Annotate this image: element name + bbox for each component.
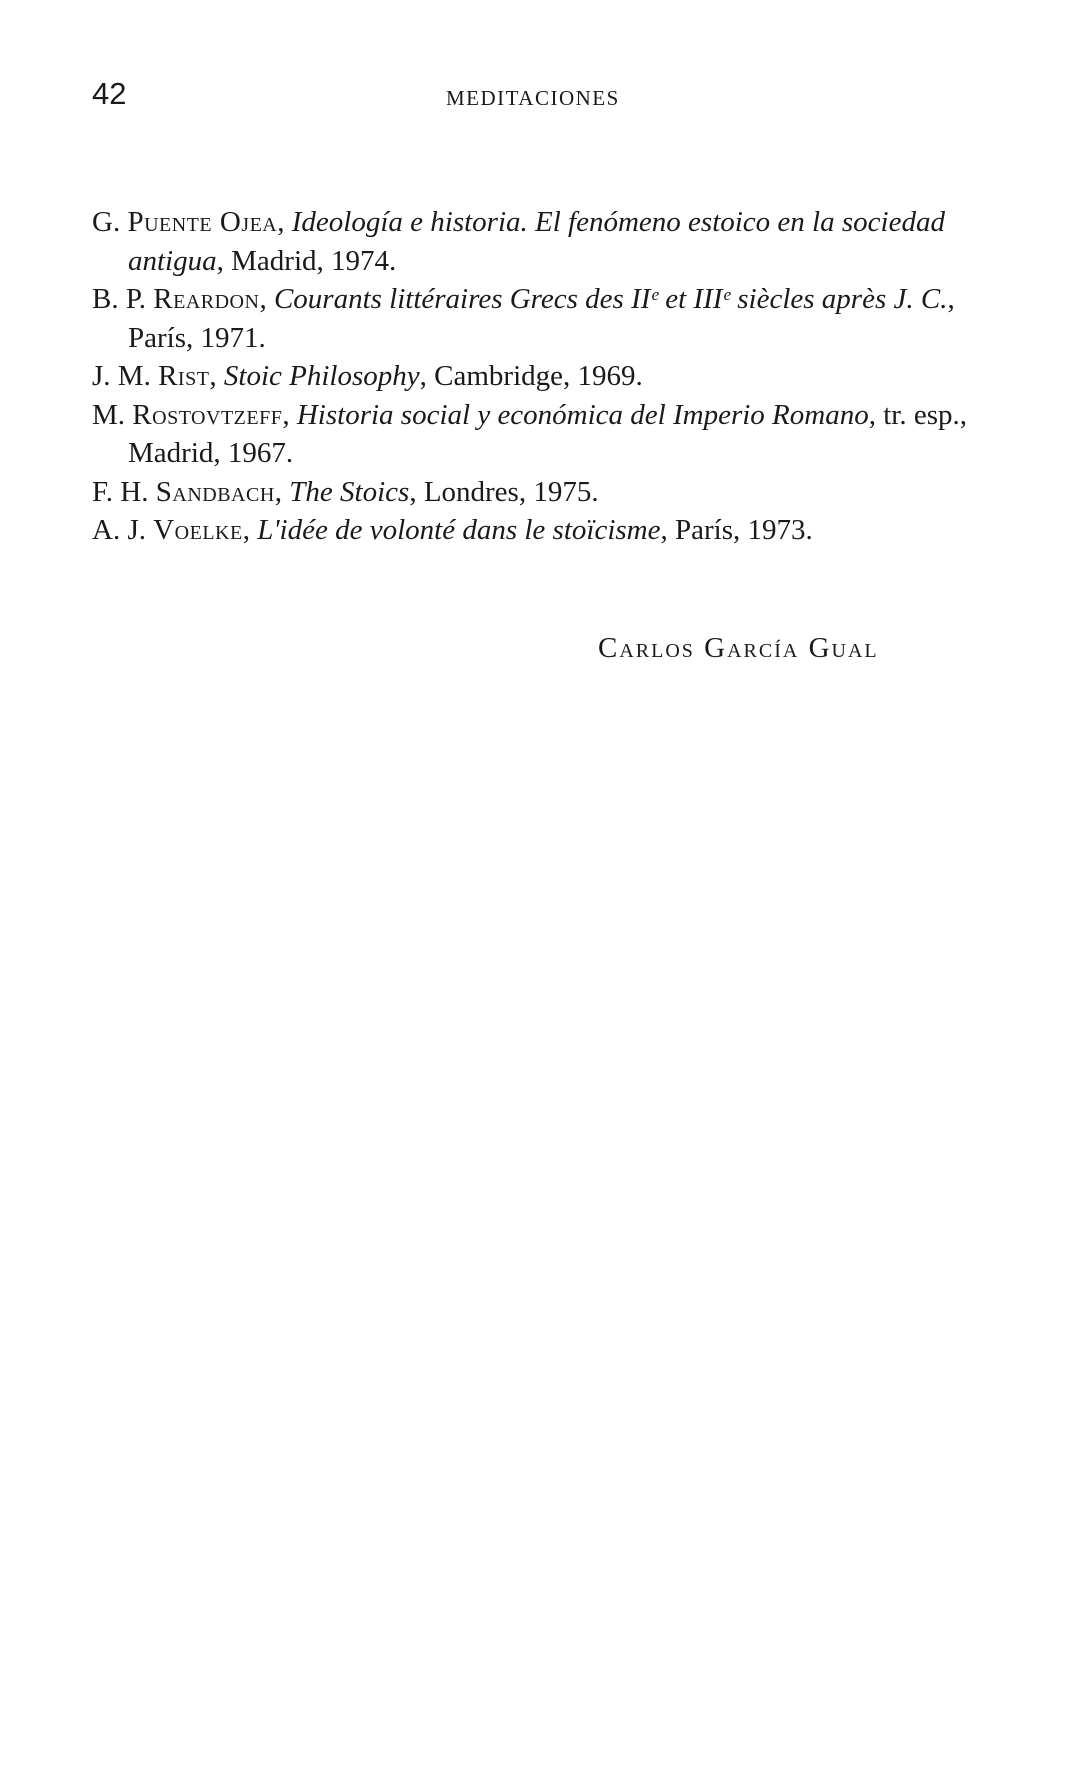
work-title: L'idée de volonté dans le stoïcisme [257, 514, 661, 546]
bibliography-entry: A. J. Voelke, L'idée de volonté dans le stoïcisme, París, 1973. [92, 514, 813, 546]
author-initials: F. H. [92, 475, 149, 508]
author-surname: Rist [158, 360, 210, 392]
author-initials: B. P. [92, 283, 147, 315]
work-title: Courants littéraires Grecs des IIᵉ et IIIᵉ siècles après J. C. [273, 283, 948, 315]
author-surname: Reardon [153, 283, 260, 315]
author-initials: M. [92, 398, 126, 431]
author-surname: Rostovtzeff [132, 398, 283, 431]
author-surname: Sandbach [155, 475, 275, 508]
work-title: Historia social y económica del Imperio Romano [296, 398, 869, 431]
bibliography-entry: G. Puente Ojea, Ideología e historia. El fenómeno estoico en la sociedad antigua, Madrid, 1974. [92, 206, 945, 277]
author-signature: Carlos García Gual [598, 632, 879, 664]
author-initials: A. J. [92, 514, 146, 546]
page-number: 42 [92, 76, 127, 111]
publication-details: Madrid, 1974. [231, 244, 397, 277]
work-title: The Stoics [289, 475, 410, 508]
bibliography-entry: B. P. Reardon, Courants littéraires Grecs des IIᵉ et IIIᵉ siècles après J. C., París, 1971. [92, 283, 955, 354]
author-surname: Voelke [153, 514, 243, 546]
running-head: MEDITACIONES [446, 86, 620, 110]
publication-details: París, 1973. [674, 514, 813, 546]
bibliography-entry: F. H. Sandbach, The Stoics, Londres, 1975. [92, 475, 599, 508]
publication-details: tr. esp., Madrid, 1967. [128, 398, 967, 469]
bibliography-entry: J. M. Rist, Stoic Philosophy, Cambridge, 1969. [92, 360, 643, 392]
publication-details: Cambridge, 1969. [434, 360, 643, 392]
bibliography-entry: M. Rostovtzeff, Historia social y económica del Imperio Romano, tr. esp., Madrid, 1967. [92, 398, 967, 469]
work-title: Ideología e historia. El fenómeno estoico en la sociedad antigua [128, 206, 945, 277]
publication-details: Londres, 1975. [423, 475, 599, 508]
author-initials: J. M. [92, 360, 151, 392]
bibliography-list [92, 203, 997, 550]
work-title: Stoic Philosophy [223, 360, 420, 392]
author-initials: G. [92, 206, 121, 238]
author-surname: Puente Ojea [127, 206, 278, 238]
publication-details: París, 1971. [128, 321, 266, 354]
